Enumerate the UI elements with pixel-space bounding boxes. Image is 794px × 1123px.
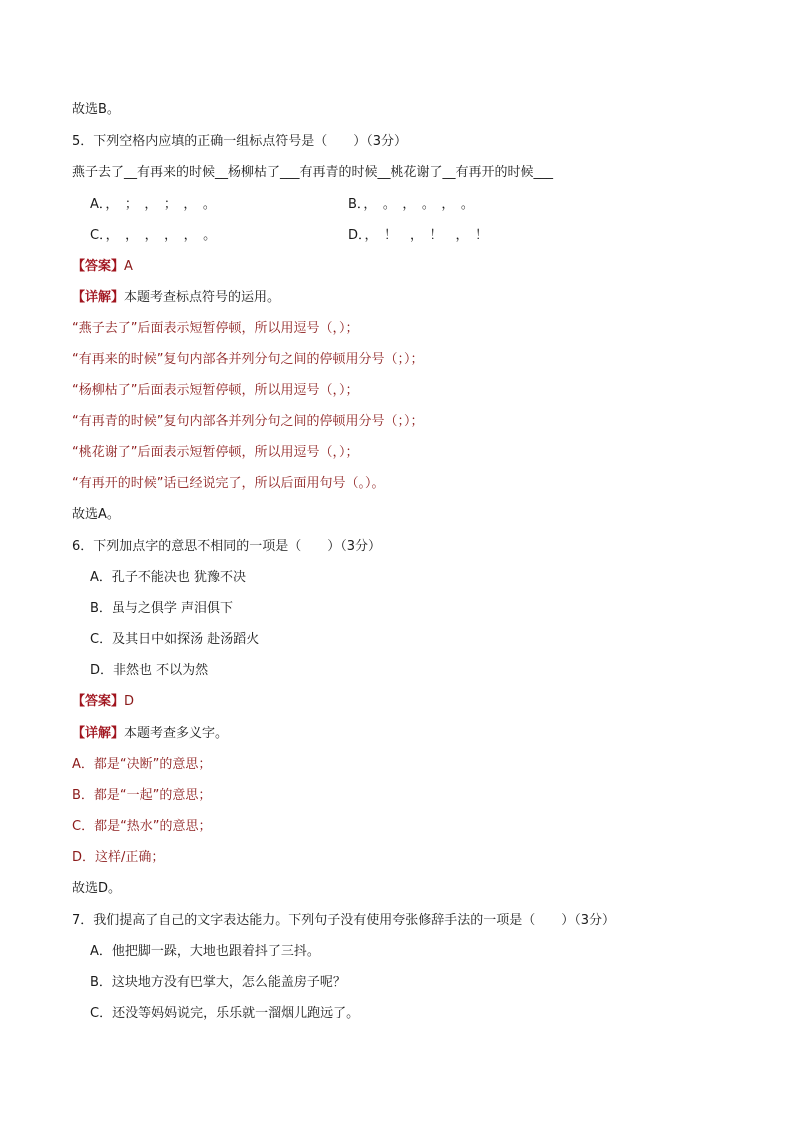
- q5-detail-line: “有再青的时候”复句内部各并列分句之间的停顿用分号（；）；: [72, 414, 424, 429]
- q5-option-c: C．， ， ， ， ， 。: [90, 228, 217, 243]
- q6-conclusion: 故选D。: [72, 881, 122, 896]
- q6-option-c: C．及其日中如探汤 赴汤蹈火: [90, 632, 260, 647]
- q6-answer: [72, 693, 134, 711]
- q5-detail-line: “桃花谢了”后面表示短暂停顿，所以用逗号（，）；: [72, 445, 359, 460]
- q5-options-row-2: [90, 227, 488, 245]
- prev-conclusion: 故选B。: [72, 102, 120, 117]
- q5-detail-line: “有再开的时候”话已经说完了，所以后面用句号（。）。: [72, 476, 385, 491]
- answer-value: A: [124, 259, 133, 274]
- detail-tag: 【详解】: [72, 290, 125, 305]
- q6-detail-line: D．这样/正确；: [72, 850, 165, 865]
- q7-option-c: C．还没等妈妈说完，乐乐就一溜烟儿跑远了。: [90, 1006, 360, 1021]
- q5-option-d: D．， ！ ， ！ ， ！: [348, 228, 489, 243]
- q5-detail-line: “有再来的时候”复句内部各并列分句之间的停顿用分号（；）；: [72, 352, 424, 367]
- q5-option-b: B．， 。 ， 。 ， 。: [348, 197, 474, 212]
- q5-option-a: A．， ； ， ； ， 。: [90, 197, 216, 212]
- q5-detail-line: “燕子去了”后面表示短暂停顿，所以用逗号（，）；: [72, 321, 359, 336]
- q5-conclusion: 故选A。: [72, 507, 120, 522]
- q6-stem: 6．下列加点字的意思不相同的一项是（ ）（3分）: [72, 539, 382, 554]
- answer-tag: 【答案】: [72, 694, 125, 709]
- q5-answer: [72, 258, 133, 276]
- q6-detail-line: B．都是“一起”的意思；: [72, 788, 212, 803]
- q7-stem: 7．我们提高了自己的文字表达能力。下列句子没有使用夸张修辞手法的一项是（ ）（3分）: [72, 913, 616, 928]
- q6-option-b: B．虽与之俱学 声泪俱下: [90, 601, 234, 616]
- q6-detail: [72, 725, 228, 743]
- q5-options-row-1: [90, 196, 474, 214]
- q6-option-a: A．孔子不能决也 犹豫不决: [90, 570, 247, 585]
- detail-tag: 【详解】: [72, 726, 125, 741]
- detail-intro: 本题考查标点符号的运用。: [124, 290, 281, 305]
- q7-option-b: B．这块地方没有巴掌大，怎么能盖房子呢？: [90, 975, 346, 990]
- q5-detail-line: “杨柳枯了”后面表示短暂停顿，所以用逗号（，）；: [72, 383, 359, 398]
- answer-value: D: [124, 694, 135, 709]
- answer-tag: 【答案】: [72, 259, 125, 274]
- q7-option-a: A．他把脚一跺，大地也跟着抖了三抖。: [90, 944, 320, 959]
- q6-option-d: D．非然也 不以为然: [90, 663, 209, 678]
- q6-detail-line: A．都是“决断”的意思；: [72, 757, 212, 772]
- detail-intro: 本题考查多义字。: [124, 726, 229, 741]
- q6-detail-line: C．都是“热水”的意思；: [72, 819, 212, 834]
- q5-sentence: 燕子去了__有再来的时候__杨柳枯了___有再青的时候__桃花谢了__有再开的时候___: [72, 165, 554, 180]
- q5-detail: [72, 289, 280, 307]
- q5-stem: 5．下列空格内应填的正确一组标点符号是（ ）（3分）: [72, 134, 408, 149]
